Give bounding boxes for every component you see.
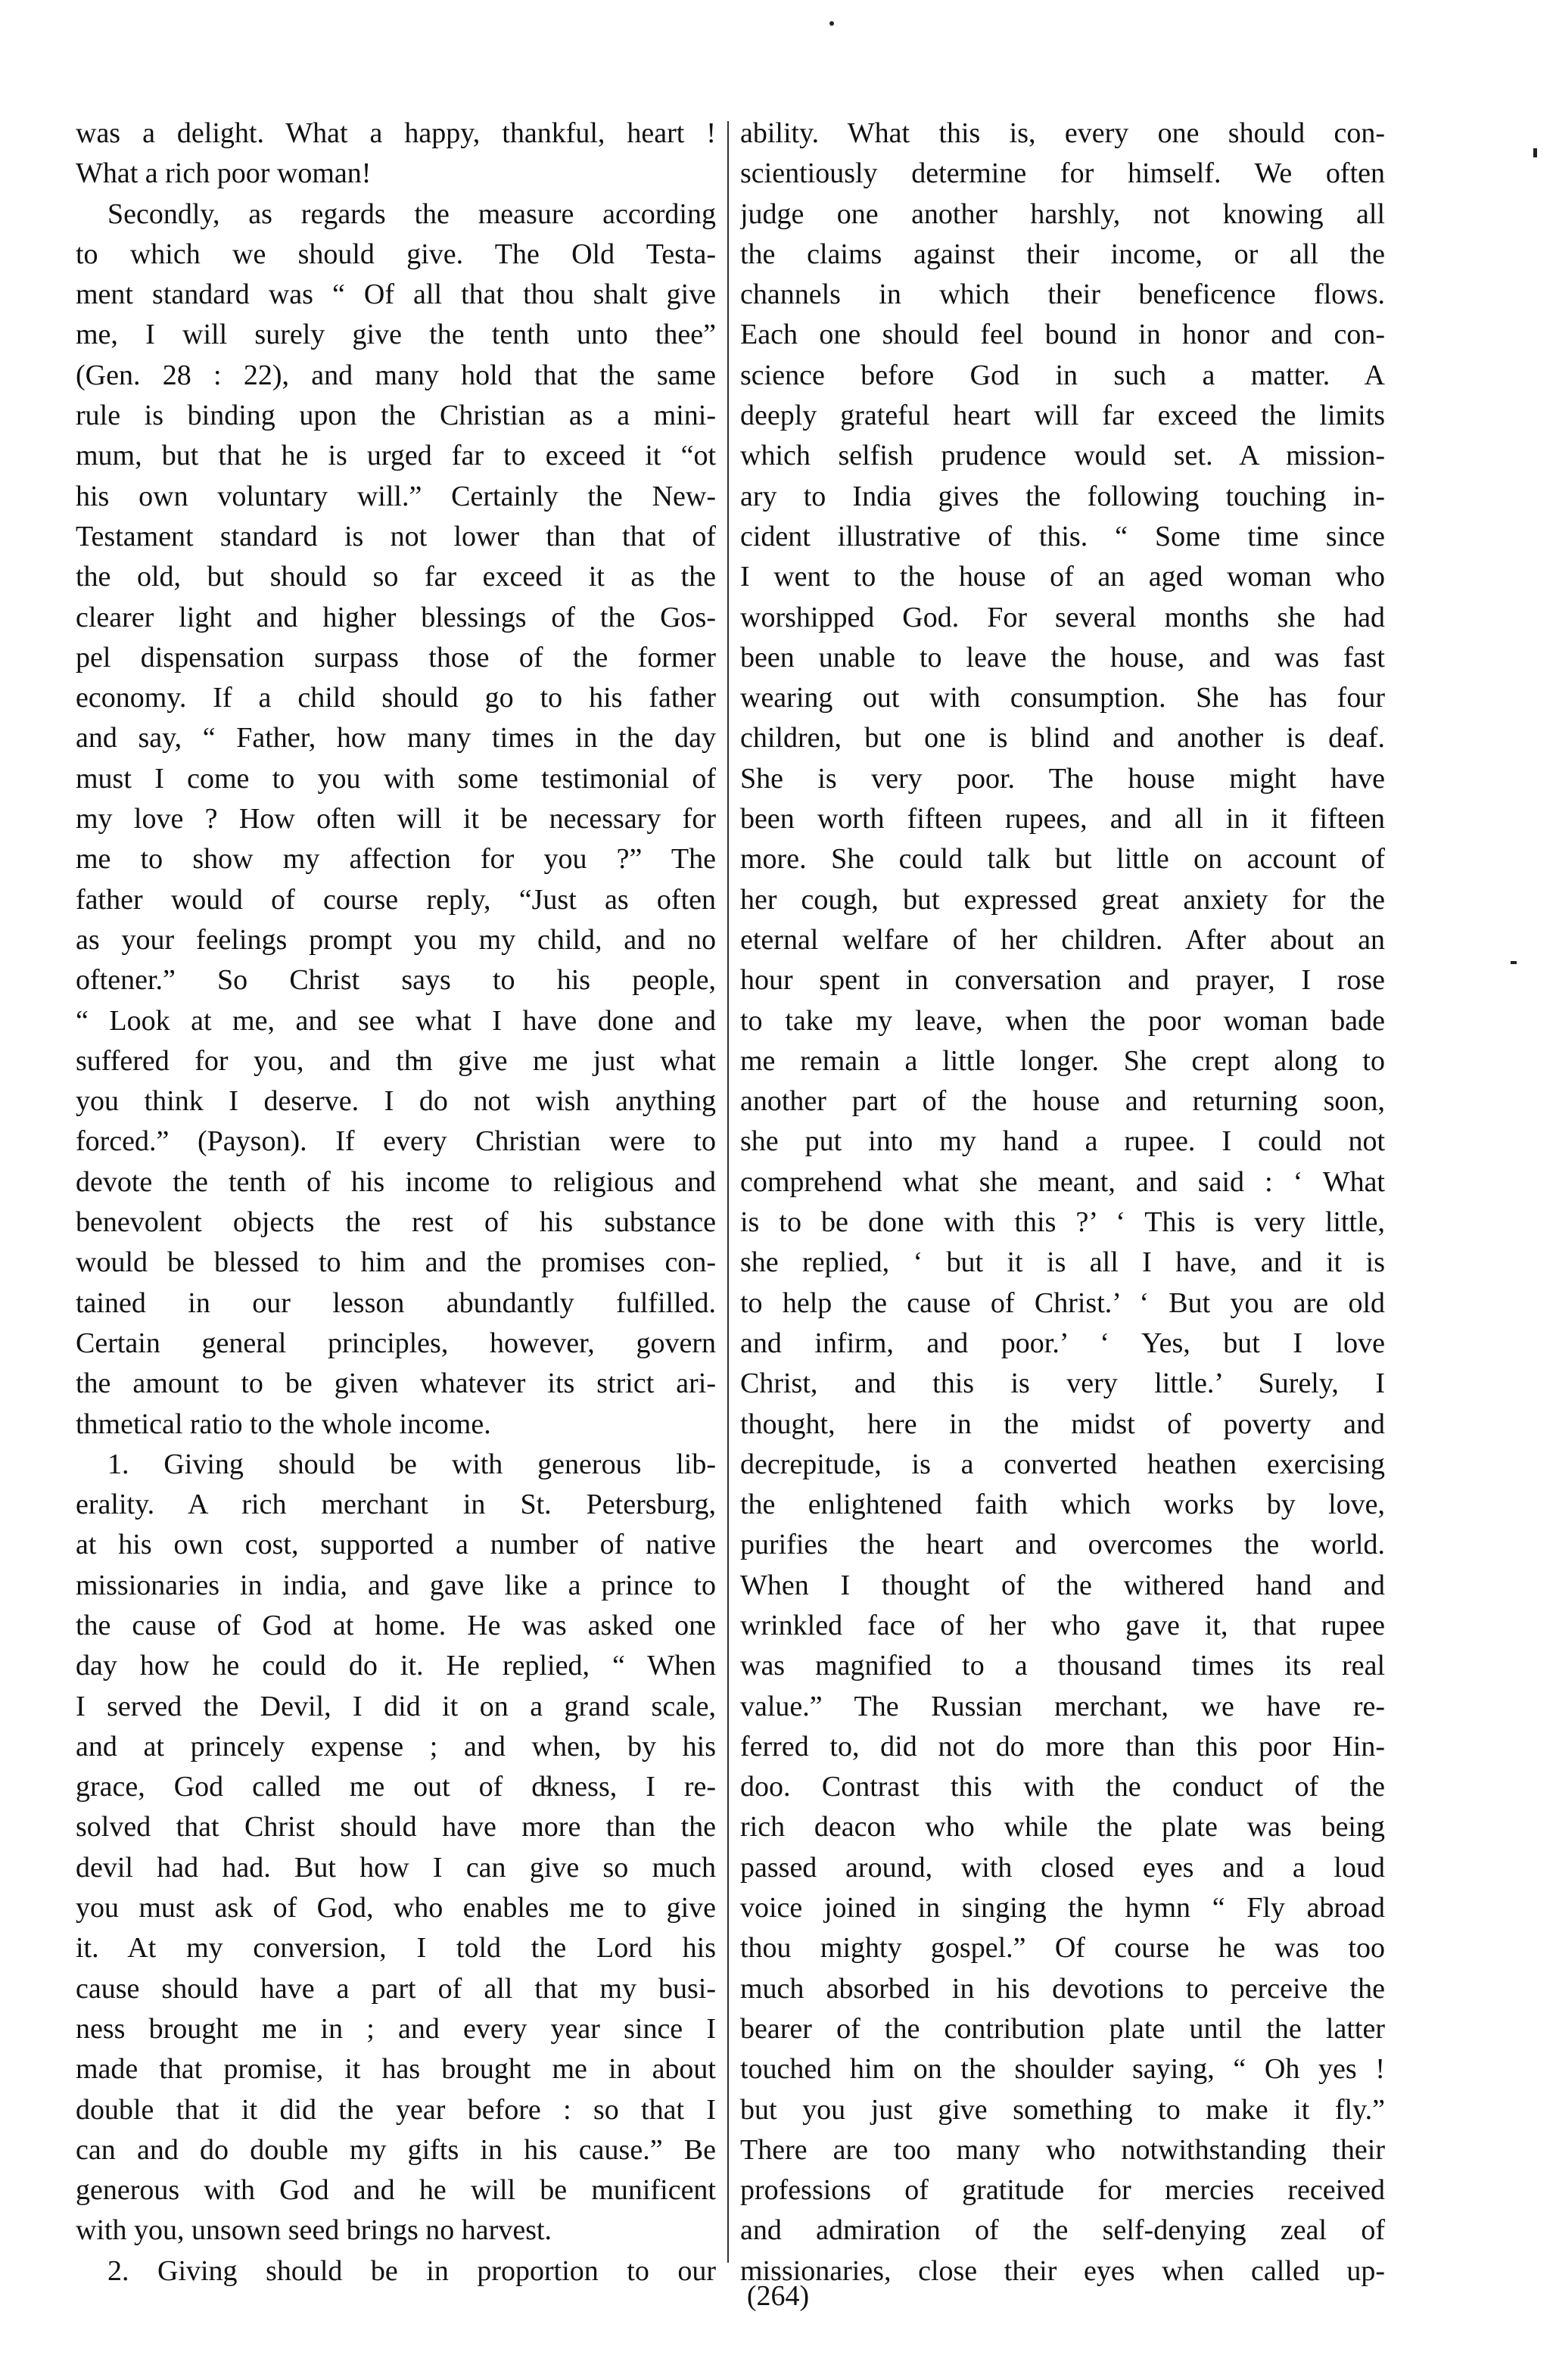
- text-line: science before God in such a matter. A: [740, 359, 1385, 391]
- text-line: me remain a little longer. She crept along to: [740, 1044, 1385, 1077]
- scan-speck: [829, 21, 834, 26]
- text-line: doo. Contrast this with the conduct of the: [740, 1771, 1385, 1803]
- text-line: father would of course reply, “Just as often: [76, 883, 716, 916]
- text-line: voice joined in singing the hymn “ Fly abroad: [740, 1892, 1385, 1924]
- text-line: must I come to you with some testimonial of: [76, 762, 716, 795]
- text-line: Certain general principles, however, govern: [76, 1327, 716, 1359]
- text-line: more. She could talk but little on account of: [740, 843, 1385, 876]
- text-line: to take my leave, when the poor woman bade: [740, 1004, 1385, 1037]
- text-line: economy. If a child should go to his father: [76, 682, 716, 714]
- text-line: devote the tenth of his income to religious and: [76, 1165, 716, 1198]
- text-line: judge one another harshly, not knowing all: [740, 198, 1385, 230]
- text-line: was a delight. What a happy, thankful, heart !: [76, 117, 716, 149]
- text-line: missionaries in india, and gave like a prince to: [76, 1569, 716, 1601]
- text-line: solved that Christ should have more than the: [76, 1811, 716, 1843]
- scan-speck: [1511, 961, 1517, 964]
- text-line: forced.” (Payson). If every Christian were to: [76, 1125, 716, 1158]
- text-line: would be blessed to him and the promises con-: [76, 1246, 716, 1279]
- text-line: been worth fifteen rupees, and all in it fifteen: [740, 803, 1385, 835]
- text-line: is to be done with this ?’ ‘ This is very little,: [740, 1206, 1385, 1239]
- text-line: rule is binding upon the Christian as a mini-: [76, 400, 716, 432]
- text-line: suffered for you, and th̵n give me just what: [76, 1044, 716, 1077]
- text-line: erality. A rich merchant in St. Petersburg,: [76, 1489, 716, 1521]
- left-column: [76, 114, 716, 2291]
- text-line: I served the Devil, I did it on a grand scale,: [76, 1690, 716, 1722]
- text-line: grace, God called me out of d̵̵kness, I re-: [76, 1771, 716, 1803]
- text-line: made that promise, it has brought me in about: [76, 2053, 716, 2086]
- text-line: cident illustrative of this. “ Some time since: [740, 520, 1385, 552]
- text-line: she put into my hand a rupee. I could not: [740, 1125, 1385, 1158]
- text-line: deeply grateful heart will far exceed the limits: [740, 400, 1385, 432]
- text-line: ferred to, did not do more than this poor Hin-: [740, 1730, 1385, 1762]
- text-line: at his own cost, supported a number of native: [76, 1529, 716, 1561]
- text-line: eternal welfare of her children. After about an: [740, 923, 1385, 956]
- text-line: and infirm, and poor.’ ‘ Yes, but I love: [740, 1327, 1385, 1359]
- text-line: was magnified to a thousand times its real: [740, 1650, 1385, 1682]
- text-line: but you just give something to make it fly.”: [740, 2093, 1385, 2126]
- text-line: the claims against their income, or all the: [740, 238, 1385, 270]
- text-line: comprehend what she meant, and said : ‘ What: [740, 1165, 1385, 1198]
- text-line: clearer light and higher blessings of the Gos-: [76, 601, 716, 633]
- text-line: his own voluntary will.” Certainly the New-: [76, 480, 716, 512]
- text-line: I went to the house of an aged woman who: [740, 561, 1385, 593]
- text-line: What a rich poor woman!: [76, 157, 372, 190]
- text-line: touched him on the shoulder saying, “ Oh yes !: [740, 2053, 1385, 2086]
- text-line: oftener.” So Christ says to his people,: [76, 964, 716, 997]
- text-line: the cause of God at home. He was asked one: [76, 1609, 716, 1641]
- text-line: ment standard was “ Of all that thou shalt give: [76, 278, 716, 311]
- text-line: channels in which their beneficence flows.: [740, 278, 1385, 311]
- text-line: When I thought of the withered hand and: [740, 1569, 1385, 1601]
- text-line: double that it did the year before : so that I: [76, 2093, 716, 2126]
- text-line: (Gen. 28 : 22), and many hold that the same: [76, 359, 716, 391]
- text-line: professions of gratitude for mercies received: [740, 2174, 1385, 2207]
- text-line: me, I will surely give the tenth unto thee”: [76, 319, 716, 351]
- text-line: wrinkled face of her who gave it, that rupee: [740, 1609, 1385, 1641]
- scan-speck: [1533, 148, 1537, 157]
- text-line: to help the cause of Christ.’ ‘ But you are old: [740, 1286, 1385, 1319]
- text-line: tained in our lesson abundantly fulfilled.: [76, 1286, 716, 1319]
- text-line: Secondly, as regards the measure according: [107, 198, 716, 230]
- page-number: (264): [746, 2280, 810, 2312]
- text-line: 1. Giving should be with generous lib-: [107, 1448, 716, 1480]
- text-line: Testament standard is not lower than that of: [76, 520, 716, 552]
- text-line: ary to India gives the following touching in-: [740, 480, 1385, 512]
- text-line: cause should have a part of all that my busi-: [76, 1972, 716, 2005]
- text-line: mum, but that he is urged far to exceed it “ot: [76, 440, 716, 472]
- text-line: Each one should feel bound in honor and con-: [740, 319, 1385, 351]
- text-line: 2. Giving should be in proportion to our: [107, 2254, 716, 2287]
- text-line: she replied, ‘ but it is all I have, and it is: [740, 1246, 1385, 1279]
- text-line: worshipped God. For several months she had: [740, 601, 1385, 633]
- text-line: you must ask of God, who enables me to give: [76, 1892, 716, 1924]
- text-line: thmetical ratio to the whole income.: [76, 1408, 491, 1440]
- text-line: pel dispensation surpass those of the former: [76, 641, 716, 674]
- text-line: and admiration of the self-denying zeal of: [740, 2214, 1385, 2247]
- text-line: “ Look at me, and see what I have done and: [76, 1004, 716, 1037]
- text-line: benevolent objects the rest of his substance: [76, 1206, 716, 1239]
- text-line: as your feelings prompt you my child, and no: [76, 923, 716, 956]
- text-line: it. At my conversion, I told the Lord his: [76, 1932, 716, 1965]
- text-line: purifies the heart and overcomes the world.: [740, 1529, 1385, 1561]
- text-line: decrepitude, is a converted heathen exercising: [740, 1448, 1385, 1480]
- text-line: another part of the house and returning soon,: [740, 1085, 1385, 1118]
- text-line: wearing out with consumption. She has four: [740, 682, 1385, 714]
- text-line: There are too many who notwithstanding their: [740, 2133, 1385, 2166]
- text-line: with you, unsown seed brings no harvest.: [76, 2214, 552, 2247]
- text-line: She is very poor. The house might have: [740, 762, 1385, 795]
- text-line: day how he could do it. He replied, “ When: [76, 1650, 716, 1682]
- text-line: to which we should give. The Old Testa-: [76, 238, 716, 270]
- text-line: and at princely expense ; and when, by his: [76, 1730, 716, 1762]
- text-line: ability. What this is, every one should con-: [740, 117, 1385, 149]
- text-line: rich deacon who while the plate was being: [740, 1811, 1385, 1843]
- text-line: the enlightened faith which works by love,: [740, 1489, 1385, 1521]
- text-line: me to show my affection for you ?” The: [76, 843, 716, 876]
- text-line: hour spent in conversation and prayer, I rose: [740, 964, 1385, 997]
- text-line: can and do double my gifts in his cause.” Be: [76, 2133, 716, 2166]
- text-line: the old, but should so far exceed it as the: [76, 561, 716, 593]
- text-line: you think I deserve. I do not wish anything: [76, 1085, 716, 1118]
- text-line: children, but one is blind and another is deaf.: [740, 722, 1385, 754]
- text-line: value.” The Russian merchant, we have re-: [740, 1690, 1385, 1722]
- text-line: bearer of the contribution plate until the latter: [740, 2012, 1385, 2045]
- text-line: thought, here in the midst of poverty and: [740, 1408, 1385, 1440]
- text-line: much absorbed in his devotions to perceive the: [740, 1972, 1385, 2005]
- text-line: missionaries, close their eyes when called up-: [740, 2254, 1385, 2287]
- text-line: Christ, and this is very little.’ Surely, I: [740, 1367, 1385, 1400]
- text-line: which selfish prudence would set. A mission-: [740, 440, 1385, 472]
- text-line: thou mighty gospel.” Of course he was too: [740, 1932, 1385, 1965]
- text-line: my love ? How often will it be necessary for: [76, 803, 716, 835]
- column-divider: [727, 121, 729, 2263]
- text-line: the amount to be given whatever its strict ari-: [76, 1367, 716, 1400]
- text-line: generous with God and he will be munificent: [76, 2174, 716, 2207]
- text-line: passed around, with closed eyes and a loud: [740, 1851, 1385, 1884]
- text-line: ness brought me in ; and every year since I: [76, 2012, 716, 2045]
- text-line: been unable to leave the house, and was fast: [740, 641, 1385, 674]
- right-column: [740, 114, 1385, 2291]
- text-line: her cough, but expressed great anxiety for the: [740, 883, 1385, 916]
- text-line: devil had had. But how I can give so much: [76, 1851, 716, 1884]
- text-line: and say, “ Father, how many times in the day: [76, 722, 716, 754]
- text-line: scientiously determine for himself. We often: [740, 157, 1385, 190]
